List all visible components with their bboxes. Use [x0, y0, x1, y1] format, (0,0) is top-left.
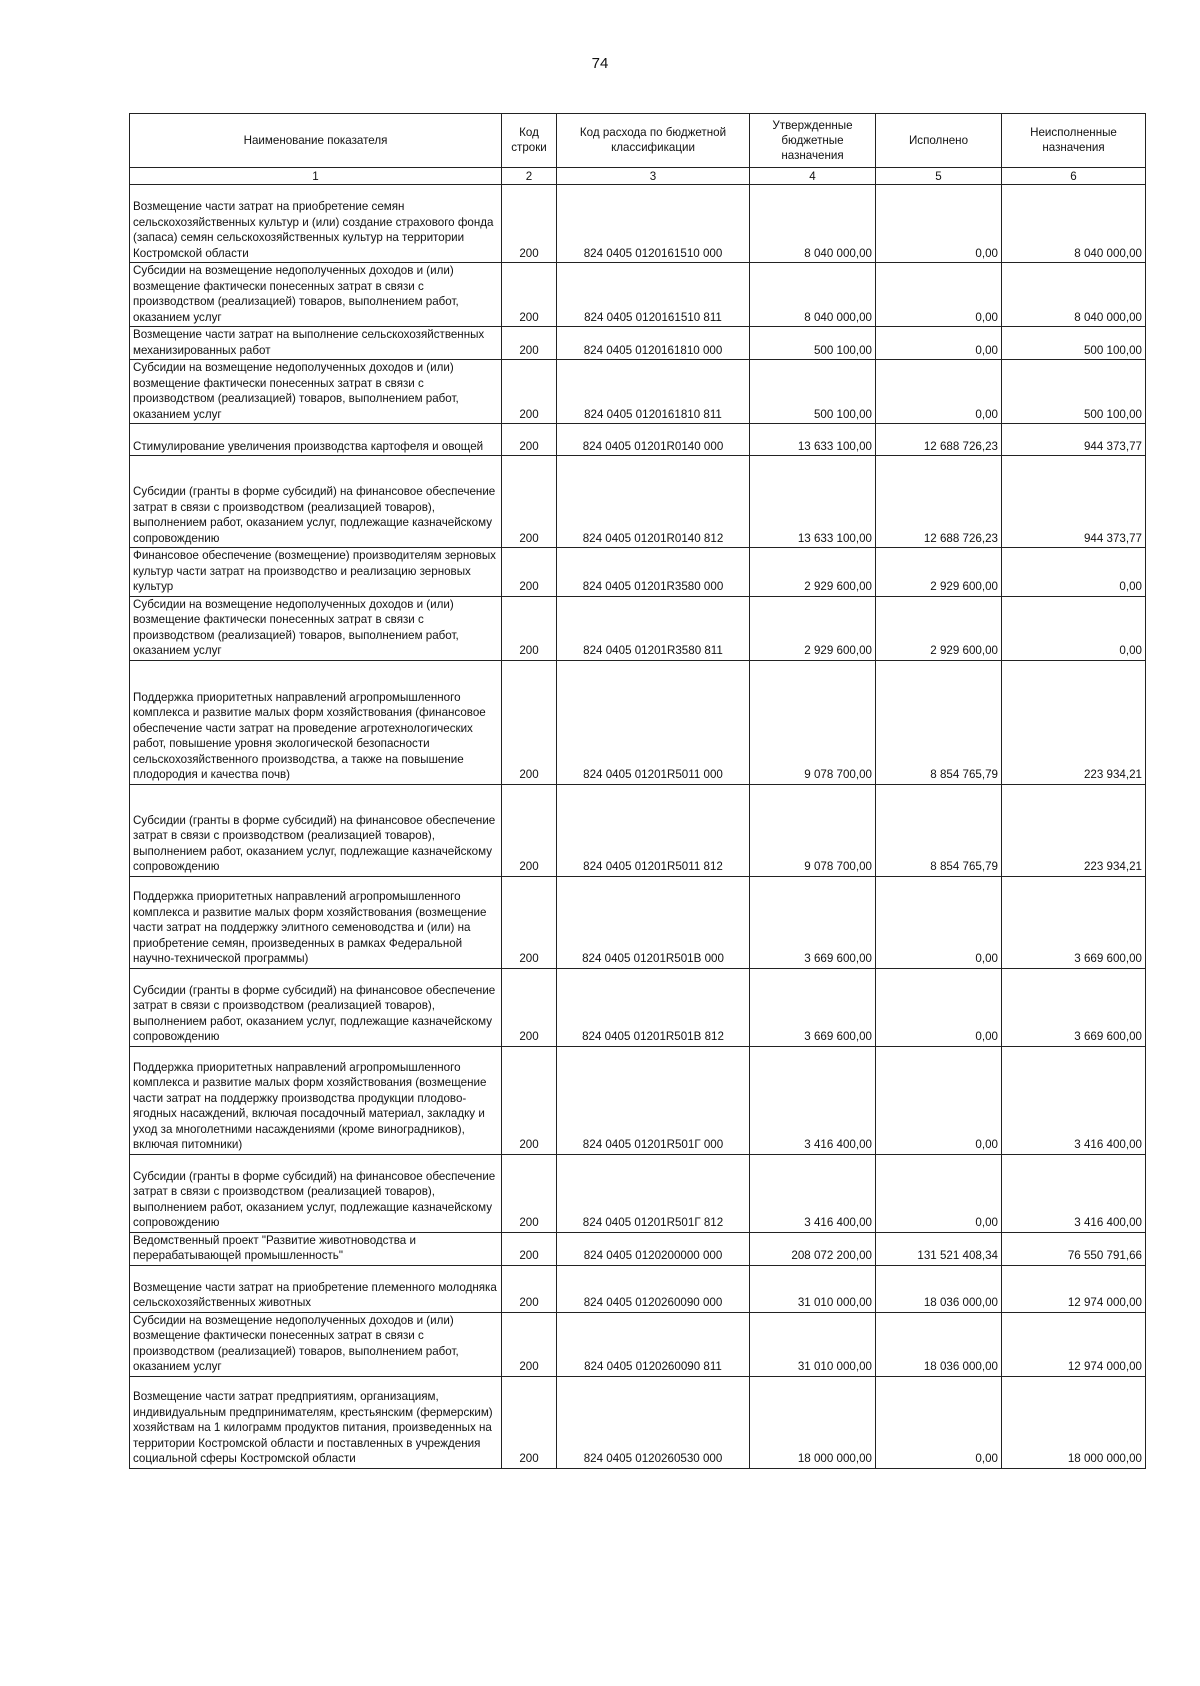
row-approved: 500 100,00	[750, 327, 876, 360]
header-name: Наименование показателя	[130, 114, 502, 168]
row-executed: 8 854 765,79	[876, 660, 1002, 784]
row-budget-code: 824 0405 01201R0140 812	[557, 456, 750, 548]
row-approved: 500 100,00	[750, 360, 876, 424]
header-line-code: Код строки	[502, 114, 557, 168]
row-unexecuted: 500 100,00	[1002, 360, 1146, 424]
row-unexecuted: 8 040 000,00	[1002, 185, 1146, 263]
row-name: Субсидии на возмещение недополученных доходов и (или) возмещение фактически понесенных затрат в связи с производством (реализацией) товаров, выполнением работ, оказанием услуг	[130, 360, 502, 424]
row-unexecuted: 3 416 400,00	[1002, 1046, 1146, 1154]
row-line-code: 200	[502, 548, 557, 597]
row-executed: 0,00	[876, 263, 1002, 327]
row-unexecuted: 3 416 400,00	[1002, 1154, 1146, 1232]
row-executed: 8 854 765,79	[876, 784, 1002, 876]
row-budget-code: 824 0405 0120161810 000	[557, 327, 750, 360]
row-unexecuted: 0,00	[1002, 548, 1146, 597]
table-row	[130, 185, 1146, 263]
row-line-code: 200	[502, 360, 557, 424]
table-row	[130, 784, 1146, 876]
row-executed: 0,00	[876, 185, 1002, 263]
header-unexecuted: Неисполненные назначения	[1002, 114, 1146, 168]
row-unexecuted: 944 373,77	[1002, 424, 1146, 456]
table-row	[130, 876, 1146, 968]
column-number-row	[130, 168, 1146, 185]
row-line-code: 200	[502, 660, 557, 784]
row-line-code: 200	[502, 876, 557, 968]
row-approved: 8 040 000,00	[750, 263, 876, 327]
column-number: 4	[750, 168, 876, 185]
row-unexecuted: 18 000 000,00	[1002, 1376, 1146, 1468]
row-name: Возмещение части затрат на приобретение семян сельскохозяйственных культур и (или) создание страхового фонда (запаса) семян сельскохозяйственных культур на территории Костромской области	[130, 185, 502, 263]
row-line-code: 200	[502, 327, 557, 360]
column-number: 6	[1002, 168, 1146, 185]
row-budget-code: 824 0405 01201R3580 000	[557, 548, 750, 597]
row-line-code: 200	[502, 596, 557, 660]
table-row	[130, 263, 1146, 327]
row-name: Субсидии на возмещение недополученных доходов и (или) возмещение фактически понесенных затрат в связи с производством (реализацией) товаров, выполнением работ, оказанием услуг	[130, 1312, 502, 1376]
row-line-code: 200	[502, 263, 557, 327]
row-approved: 3 669 600,00	[750, 876, 876, 968]
row-name: Ведомственный проект "Развитие животноводства и перерабатывающей промышленность"	[130, 1232, 502, 1265]
row-executed: 12 688 726,23	[876, 424, 1002, 456]
column-number: 3	[557, 168, 750, 185]
row-approved: 18 000 000,00	[750, 1376, 876, 1468]
row-budget-code: 824 0405 0120161510 811	[557, 263, 750, 327]
row-line-code: 200	[502, 1046, 557, 1154]
row-approved: 3 416 400,00	[750, 1046, 876, 1154]
row-unexecuted: 0,00	[1002, 596, 1146, 660]
table-row	[130, 327, 1146, 360]
table-row	[130, 1154, 1146, 1232]
page-number: 74	[591, 55, 609, 72]
table-row	[130, 548, 1146, 597]
row-unexecuted: 76 550 791,66	[1002, 1232, 1146, 1265]
row-line-code: 200	[502, 968, 557, 1046]
row-executed: 0,00	[876, 968, 1002, 1046]
row-unexecuted: 3 669 600,00	[1002, 968, 1146, 1046]
row-approved: 13 633 100,00	[750, 424, 876, 456]
header-row	[130, 114, 1146, 168]
row-executed: 18 036 000,00	[876, 1265, 1002, 1312]
row-approved: 208 072 200,00	[750, 1232, 876, 1265]
row-budget-code: 824 0405 01201R501Г 812	[557, 1154, 750, 1232]
header-budget-code: Код расхода по бюджетной классификации	[557, 114, 750, 168]
row-executed: 12 688 726,23	[876, 456, 1002, 548]
table-row	[130, 596, 1146, 660]
row-approved: 2 929 600,00	[750, 596, 876, 660]
row-budget-code: 824 0405 0120161810 811	[557, 360, 750, 424]
row-name: Возмещение части затрат предприятиям, организациям, индивидуальным предпринимателям, крестьянским (фермерским) хозяйствам на 1 килограмм продуктов питания, произведенных на территории Костромской области и поставленных в учреждения социальной сферы Костромской области	[130, 1376, 502, 1468]
row-name: Финансовое обеспечение (возмещение) производителям зерновых культур части затрат на производство и реализацию зерновых культур	[130, 548, 502, 597]
row-name: Субсидии (гранты в форме субсидий) на финансовое обеспечение затрат в связи с производством (реализацией товаров), выполнением работ, оказанием услуг, подлежащие казначейскому сопровождению	[130, 968, 502, 1046]
table-row	[130, 456, 1146, 548]
table-row	[130, 360, 1146, 424]
table-row	[130, 968, 1146, 1046]
row-budget-code: 824 0405 0120260090 000	[557, 1265, 750, 1312]
row-executed: 2 929 600,00	[876, 548, 1002, 597]
row-name: Поддержка приоритетных направлений агропромышленного комплекса и развитие малых форм хозяйствования (возмещение части затрат на поддержку элитного семеноводства и (или) на приобретение семян, произведенных в рамках Федеральной научно-технической программы)	[130, 876, 502, 968]
table-row	[130, 1376, 1146, 1468]
row-line-code: 200	[502, 1376, 557, 1468]
row-line-code: 200	[502, 456, 557, 548]
row-executed: 0,00	[876, 327, 1002, 360]
column-number: 1	[130, 168, 502, 185]
column-number: 5	[876, 168, 1002, 185]
table-row	[130, 1046, 1146, 1154]
row-approved: 8 040 000,00	[750, 185, 876, 263]
row-line-code: 200	[502, 784, 557, 876]
row-line-code: 200	[502, 185, 557, 263]
row-unexecuted: 8 040 000,00	[1002, 263, 1146, 327]
row-unexecuted: 3 669 600,00	[1002, 876, 1146, 968]
row-budget-code: 824 0405 01201R5011 000	[557, 660, 750, 784]
row-approved: 2 929 600,00	[750, 548, 876, 597]
row-budget-code: 824 0405 01201R501B 000	[557, 876, 750, 968]
row-approved: 9 078 700,00	[750, 660, 876, 784]
row-unexecuted: 944 373,77	[1002, 456, 1146, 548]
row-name: Поддержка приоритетных направлений агропромышленного комплекса и развитие малых форм хозяйствования (возмещение части затрат на поддержку производства продукции плодово-ягодных насаждений, включая посадочный материал, закладку и уход за многолетними насаждениями (кроме виноградников), включая питомники)	[130, 1046, 502, 1154]
row-unexecuted: 500 100,00	[1002, 327, 1146, 360]
row-line-code: 200	[502, 424, 557, 456]
row-budget-code: 824 0405 01201R0140 000	[557, 424, 750, 456]
row-unexecuted: 12 974 000,00	[1002, 1265, 1146, 1312]
row-name: Поддержка приоритетных направлений агропромышленного комплекса и развитие малых форм хозяйствования (финансовое обеспечение части затрат на проведение агротехнологических работ, повышение уровня экологической безопасности сельскохозяйственного производства, а также на повышение плодородия и качества почв)	[130, 660, 502, 784]
row-executed: 0,00	[876, 360, 1002, 424]
row-approved: 3 669 600,00	[750, 968, 876, 1046]
table-row	[130, 1232, 1146, 1265]
row-executed: 131 521 408,34	[876, 1232, 1002, 1265]
row-executed: 2 929 600,00	[876, 596, 1002, 660]
column-number: 2	[502, 168, 557, 185]
row-budget-code: 824 0405 01201R5011 812	[557, 784, 750, 876]
row-approved: 31 010 000,00	[750, 1265, 876, 1312]
table-row	[130, 660, 1146, 784]
row-name: Возмещение части затрат на приобретение племенного молодняка сельскохозяйственных животных	[130, 1265, 502, 1312]
row-line-code: 200	[502, 1265, 557, 1312]
row-name: Стимулирование увеличения производства картофеля и овощей	[130, 424, 502, 456]
row-executed: 0,00	[876, 876, 1002, 968]
row-budget-code: 824 0405 0120260530 000	[557, 1376, 750, 1468]
row-approved: 9 078 700,00	[750, 784, 876, 876]
header-approved: Утвержденные бюджетные назначения	[750, 114, 876, 168]
row-budget-code: 824 0405 0120161510 000	[557, 185, 750, 263]
row-executed: 0,00	[876, 1154, 1002, 1232]
row-budget-code: 824 0405 0120260090 811	[557, 1312, 750, 1376]
row-approved: 31 010 000,00	[750, 1312, 876, 1376]
row-budget-code: 824 0405 01201R3580 811	[557, 596, 750, 660]
row-line-code: 200	[502, 1154, 557, 1232]
row-executed: 0,00	[876, 1376, 1002, 1468]
header-executed: Исполнено	[876, 114, 1002, 168]
row-budget-code: 824 0405 0120200000 000	[557, 1232, 750, 1265]
row-executed: 0,00	[876, 1046, 1002, 1154]
row-unexecuted: 223 934,21	[1002, 660, 1146, 784]
row-name: Субсидии на возмещение недополученных доходов и (или) возмещение фактически понесенных затрат в связи с производством (реализацией) товаров, выполнением работ, оказанием услуг	[130, 263, 502, 327]
row-line-code: 200	[502, 1232, 557, 1265]
budget-execution-table	[129, 113, 1146, 1469]
row-budget-code: 824 0405 01201R501Г 000	[557, 1046, 750, 1154]
table-row	[130, 424, 1146, 456]
row-name: Субсидии на возмещение недополученных доходов и (или) возмещение фактически понесенных затрат в связи с производством (реализацией) товаров, выполнением работ, оказанием услуг	[130, 596, 502, 660]
row-budget-code: 824 0405 01201R501B 812	[557, 968, 750, 1046]
row-unexecuted: 12 974 000,00	[1002, 1312, 1146, 1376]
row-unexecuted: 223 934,21	[1002, 784, 1146, 876]
row-name: Субсидии (гранты в форме субсидий) на финансовое обеспечение затрат в связи с производством (реализацией товаров), выполнением работ, оказанием услуг, подлежащие казначейскому сопровождению	[130, 456, 502, 548]
table-row	[130, 1265, 1146, 1312]
row-approved: 13 633 100,00	[750, 456, 876, 548]
table-body	[130, 185, 1146, 1469]
row-name: Субсидии (гранты в форме субсидий) на финансовое обеспечение затрат в связи с производством (реализацией товаров), выполнением работ, оказанием услуг, подлежащие казначейскому сопровождению	[130, 1154, 502, 1232]
row-executed: 18 036 000,00	[876, 1312, 1002, 1376]
row-name: Субсидии (гранты в форме субсидий) на финансовое обеспечение затрат в связи с производством (реализацией товаров), выполнением работ, оказанием услуг, подлежащие казначейскому сопровождению	[130, 784, 502, 876]
row-name: Возмещение части затрат на выполнение сельскохозяйственных механизированных работ	[130, 327, 502, 360]
row-approved: 3 416 400,00	[750, 1154, 876, 1232]
table-row	[130, 1312, 1146, 1376]
row-line-code: 200	[502, 1312, 557, 1376]
